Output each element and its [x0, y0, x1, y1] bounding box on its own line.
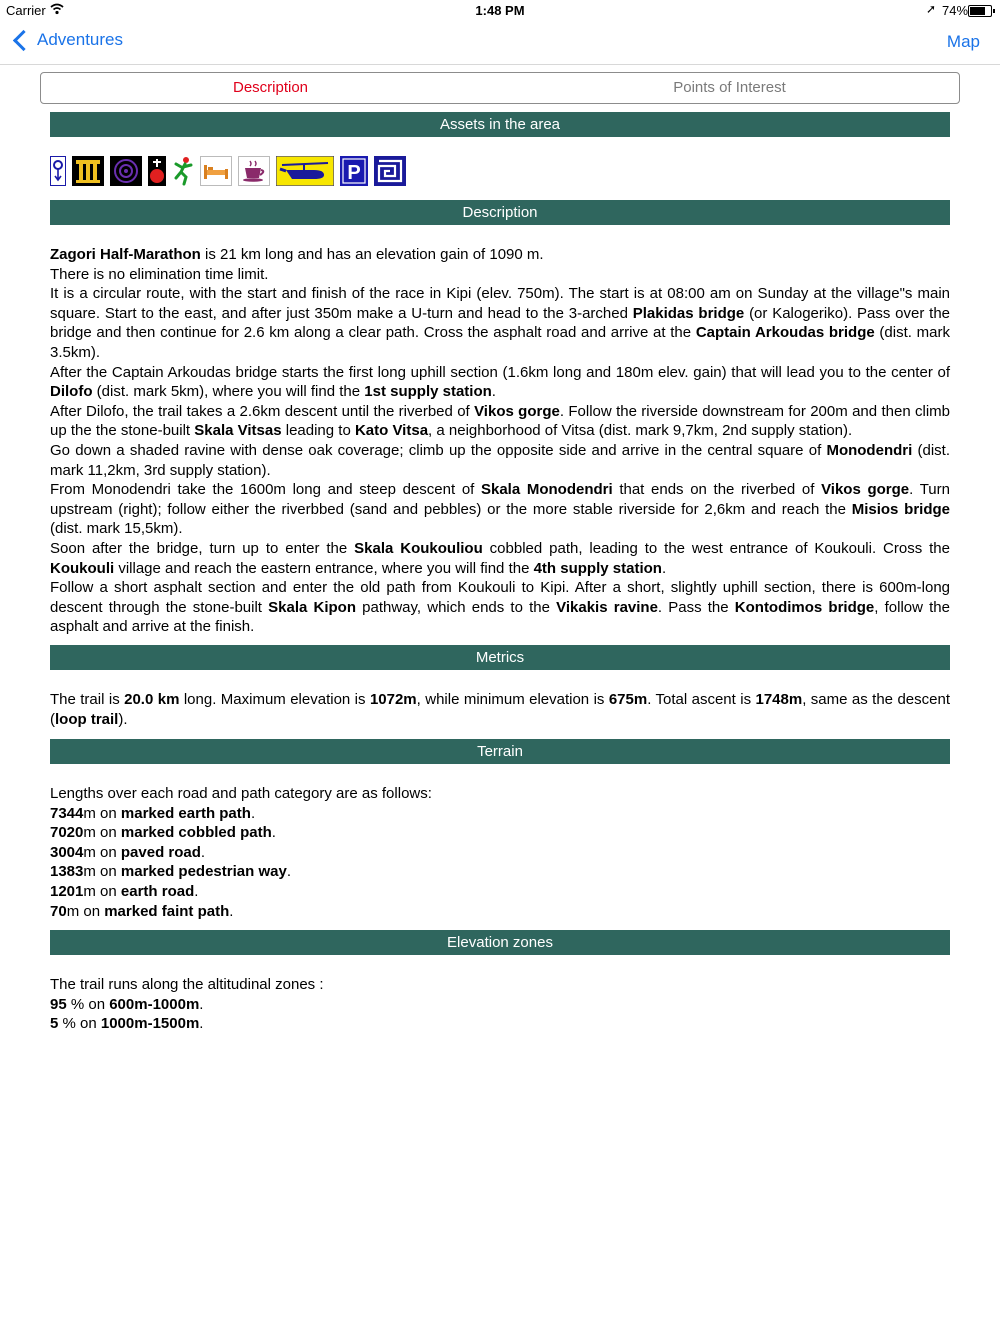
terrain-line: 1383m on marked pedestrian way. — [50, 863, 291, 881]
description-line: After Dilofo, the trail takes a 2.6km descent until the riverbed of Vikos gorge. Follow the riverside downstream for 200m and then climb up the the stone-built Skala Vitsas leading to Kato Vitsa, a neighborhood of Vitsa (dist. mark 9,7km, 2nd supply station). — [50, 402, 951, 440]
parking-icon[interactable] — [340, 156, 368, 186]
description-line: There is no elimination time limit. — [50, 265, 269, 283]
ancient-column-icon[interactable] — [72, 156, 104, 186]
metrics-line: The trail is 20.0 km long. Maximum elevation is 1072m, while minimum elevation is 675m. Total ascent is 1748m, same as the descent (loop trail). — [50, 691, 950, 728]
coffee-cup-icon[interactable] — [238, 156, 270, 186]
description-line: From Monodendri take the 1600m long and steep descent of Skala Monodendri that ends on the riverbed of Vikos gorge. Turn upstream (right); follow either the riverbbed (sand and pebbles) or the more stable riverside for 2,6km and reach the Misios bridge (dist. mark 15,5km). — [50, 481, 951, 538]
monastery-icon[interactable] — [148, 156, 166, 186]
rosette-icon[interactable] — [110, 156, 142, 186]
section-header-metrics: Metrics — [50, 645, 950, 670]
elevation-text — [50, 975, 950, 1034]
terrain-line: 7344m on marked earth path. — [50, 804, 256, 822]
tab-description[interactable]: Description — [232, 79, 309, 96]
section-header-terrain: Terrain — [50, 739, 950, 764]
segmented-control — [40, 72, 960, 104]
navigation-bar — [0, 22, 1000, 65]
info-pin-icon[interactable] — [50, 156, 66, 186]
chevron-left-icon — [13, 29, 34, 50]
location-arrow-icon: ➚ — [926, 2, 937, 16]
lodging-bed-icon[interactable] — [200, 156, 232, 186]
description-line: Follow a short asphalt section and enter the old path from Koukouli to Kipi. After a short, slightly uphill section, there is 600m-long descent through the stone-built Skala Kipon pathway, which ends to the Vikakis ravine. Pass the Kontodimos bridge, follow the asphalt and arrive at the finish. — [50, 579, 950, 636]
status-bar — [0, 0, 1000, 22]
elevation-line: 95 % on 600m-1000m. — [50, 995, 204, 1013]
description-line: Zagori Half-Marathon is 21 km long and has an elevation gain of 1090 m. — [50, 246, 544, 263]
description-line: After the Captain Arkoudas bridge starts the first long uphill section (1.6km long and 180m elev. gain) that will lead you to the center of Dilofo (dist. mark 5km), where you will find the 1st supply station. — [50, 363, 950, 401]
section-header-description: Description — [50, 200, 950, 225]
carrier-label: Carrier — [6, 3, 46, 18]
section-header-elevation-zones: Elevation zones — [50, 930, 950, 955]
description-line: It is a circular route, with the start and finish of the race in Kipi (elev. 750m). The start is at 08:00 am on Sunday at the village"s main square. Start to the east, and after just 350m make a U-turn and head to the 3-arched Plakidas bridge (or Kalogeriko). Pass over the bridge and then continue for 2.6 km along a clear path. Cross the asphalt road and arrive at the Captain Arkoudas bridge (dist. mark 3.5km). — [50, 285, 951, 361]
description-line: Soon after the bridge, turn up to enter the Skala Koukouliou cobbled path, leading to the west entrance of Koukouli. Cross the Koukouli village and reach the eastern entrance, where you will find the 4th supply station. — [50, 539, 950, 577]
map-button[interactable]: Map — [946, 32, 980, 51]
metrics-text — [50, 690, 950, 729]
terrain-line: 3004m on paved road. — [50, 843, 206, 861]
clock: 1:48 PM — [475, 3, 525, 18]
tab-points-of-interest[interactable]: Points of Interest — [673, 79, 786, 96]
terrain-line: 70m on marked faint path. — [50, 902, 234, 920]
back-label: Adventures — [37, 30, 123, 49]
section-header-assets: Assets in the area — [50, 112, 950, 137]
helicopter-icon[interactable] — [276, 156, 334, 186]
elevation-line: 5 % on 1000m-1500m. — [50, 1015, 204, 1033]
terrain-line: Lengths over each road and path category are as follows: — [50, 785, 432, 802]
battery-percent: 74% — [942, 3, 969, 18]
terrain-text — [50, 784, 950, 921]
elevation-line: The trail runs along the altitudinal zones : — [50, 976, 324, 993]
terrain-line: 1201m on earth road. — [50, 882, 199, 900]
battery-icon — [968, 5, 992, 17]
description-line: Go down a shaded ravine with dense oak coverage; climb up the opposite side and arrive in the central square of Monodendri (dist. mark 11,2km, 3rd supply station). — [50, 441, 950, 479]
terrain-line: 7020m on marked cobbled path. — [50, 824, 276, 842]
meander-icon[interactable] — [374, 156, 406, 186]
assets-icon-row — [50, 155, 406, 187]
back-button[interactable] — [10, 30, 123, 50]
svg-text:P: P — [347, 162, 361, 184]
description-text — [50, 245, 950, 637]
climbing-icon[interactable] — [172, 156, 194, 186]
